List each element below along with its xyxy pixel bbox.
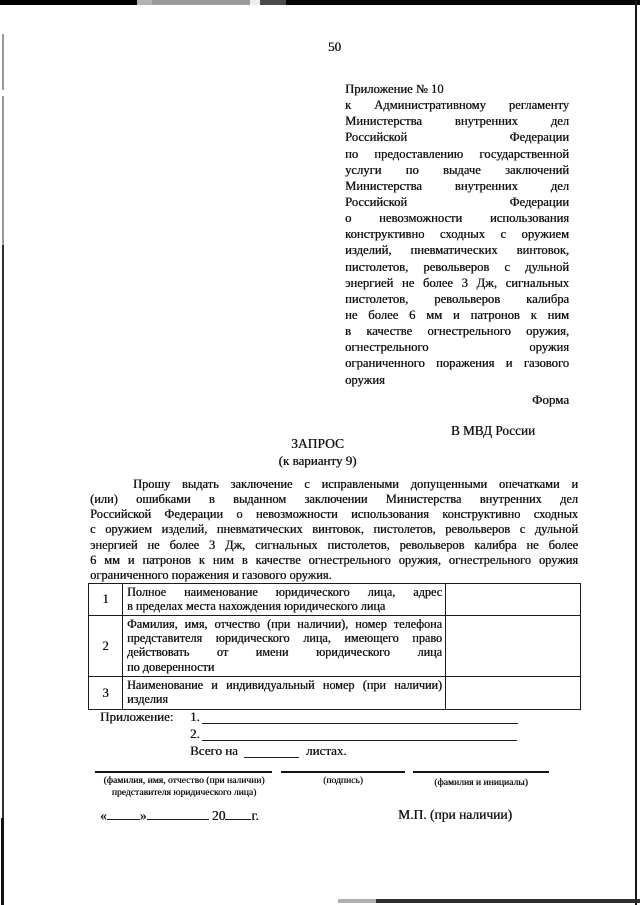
page-number: 50 [328,39,341,54]
row-number: 1 [89,584,123,615]
row-number: 2 [89,616,123,676]
date-open-quote: « [100,808,107,823]
date-close-quote: » [139,808,147,823]
appendix-line: Министерства внутренних дел [345,114,569,129]
attachments-label: Приложение: [100,709,174,724]
total-sheets-blank [244,757,299,758]
scan-artifact-left-line [2,245,4,818]
request-variant: (к варианту 9) [278,453,357,468]
stamp-note: М.П. (при наличии) [398,807,512,822]
appendix-line: оружия [345,372,385,387]
total-sheets-suffix: листах. [306,743,347,758]
attachment-blank-line-2 [202,740,517,741]
date-century: 20 [211,808,226,823]
addressee: В МВД России [450,423,535,438]
appendix-line: энергией не более 3 Дж, сигнальных [345,275,569,290]
signature-caption-name: (фамилия, имя, отчество (при наличии) представителя юридического лица) [103,775,265,798]
appendix-header-block [345,81,569,388]
appendix-line: огнестрельного оружия [345,340,569,355]
scan-artifact-bottom-line [338,899,640,903]
scan-artifact-right-line [635,0,637,905]
signature-line-sign [281,771,405,773]
appendix-line: не более 6 мм и патронов к ним [345,307,569,322]
body-line: с оружием изделий, пневматических винтовок, пистолетов, револьверов с дульной [90,522,578,537]
signature-line-name [95,771,272,773]
table-row [89,615,580,676]
body-paragraph [90,477,578,583]
appendix-line: в качестве огнестрельного оружия, [345,324,569,339]
appendix-line: Приложение № 10 [345,82,444,96]
attachment-item-2: 2. [190,726,200,741]
appendix-line: конструктивно сходных с оружием [345,227,569,242]
scan-artifact-left-line-gap [1,90,5,96]
body-line: энергией не более 3 Дж, сигнальных пистолетов, револьверов калибра не более [90,537,578,552]
appendix-line: услуги по выдаче заключений [345,162,569,177]
table-row [89,676,580,709]
total-sheets-prefix: Всего на [190,743,238,758]
scan-artifact-top-bar [0,0,640,5]
body-line: (или) ошибками в выданном заключении Министерства внутренних дел [90,492,578,507]
row-value [446,584,580,615]
body-line: Прошу выдать заключение с исправлеными допущенными опечатками и [133,477,578,491]
date-month-blank [147,807,209,820]
body-line: ограниченного поражения и газового оружия. [90,567,332,582]
appendix-line: к Административному регламенту [345,98,569,113]
attachment-item-1: 1. [190,709,200,724]
appendix-line: о невозможности использования [345,211,569,226]
appendix-line: ограниченного поражения и газового [345,356,569,371]
attachment-blank-line-1 [202,723,518,724]
appendix-line: пистолетов, револьверов калибра [345,291,569,306]
row-label: Наименование и индивидуальный номер (при наличии) изделия [123,677,446,709]
appendix-line: Российской Федерации [345,130,569,145]
appendix-line: Министерства внутренних дел [345,178,569,193]
appendix-line: по предоставлению государственной [345,146,569,161]
date-year-suffix: г. [251,808,259,823]
row-number: 3 [89,677,123,709]
row-label: Фамилия, имя, отчество (при наличии), номер телефона представителя юридического лица, имеющего право действовать от имени юридического лица по доверенности [123,616,446,676]
scan-artifact-left-line [2,34,4,245]
signature-caption-initials: (фамилия и инициалы) [434,777,528,788]
request-table [88,583,581,710]
appendix-line: изделий, пневматических винтовок, [345,243,569,258]
date-day-blank [107,807,140,820]
row-label: Полное наименование юридического лица, адрес в пределах места нахождения юридического лица [123,584,446,615]
scan-artifact-left-line [1,818,4,905]
row-value [446,616,580,676]
form-label: Форма [532,392,569,407]
appendix-line: пистолетов, револьверов с дульной [345,259,569,274]
body-line: Российской Федерации о невозможности использования конструктивно сходных [90,507,578,522]
date-year-blank [225,807,251,820]
appendix-line: Российской Федерации [345,194,569,209]
date-line [100,807,259,824]
signature-caption-sign: (подпись) [323,775,363,786]
request-title: ЗАПРОС [291,436,344,451]
row-value [446,677,580,709]
table-row [89,584,580,615]
signature-line-initials [413,771,549,773]
body-line: 6 мм и патронов к ним в качестве огнестрельного оружия, огнестрельного оружия [90,552,578,567]
